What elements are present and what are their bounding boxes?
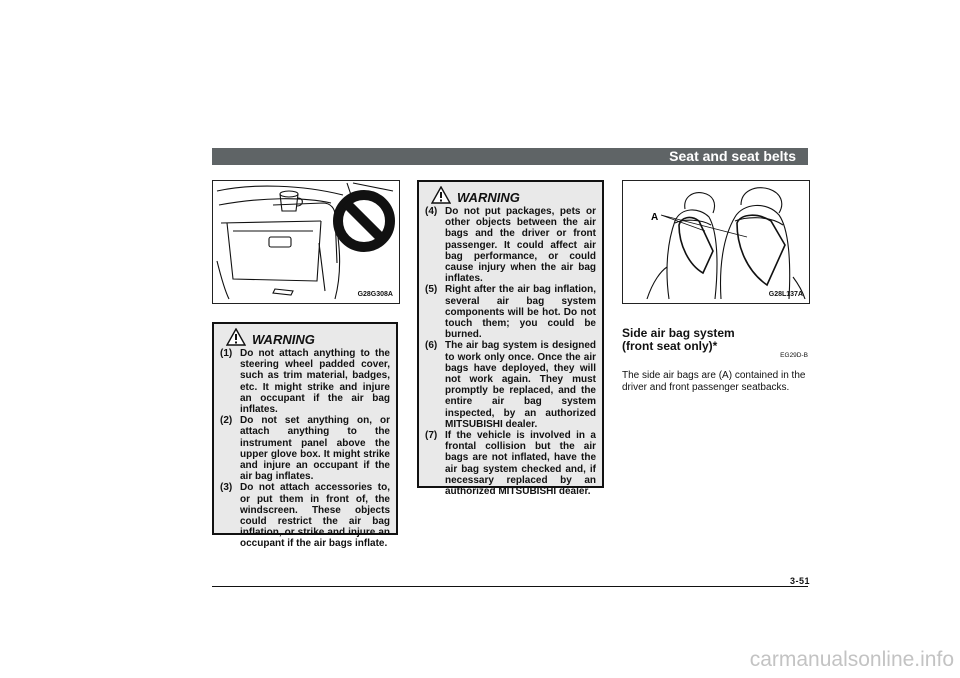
warning-item-number: (1) xyxy=(220,348,233,359)
heading-line: Side air bag system xyxy=(622,326,735,340)
warning-item xyxy=(425,430,596,497)
warning-item xyxy=(425,284,596,340)
warning-title: WARNING xyxy=(457,190,520,205)
warning-item xyxy=(425,340,596,430)
side-airbag-left-icon xyxy=(679,218,713,273)
reference-code: EG29D-B xyxy=(780,352,808,359)
side-airbag-right-icon xyxy=(737,215,785,285)
heading-line: (front seat only)* xyxy=(622,339,718,353)
prohibition-sign-icon xyxy=(338,195,390,247)
warning-item-number: (4) xyxy=(425,206,438,217)
section-heading xyxy=(622,327,735,353)
warning-item-text: Do not put packages, pets or other objects between the air bags and the driver or front passenger. It could affect air bag performance, or could cause injury when the air bag inflates. xyxy=(445,206,596,285)
warning-item-text: Do not attach anything to the steering wheel padded cover, such as trim material, badges, etc. It might strike and injure an occupant if the air bag inflates. xyxy=(240,348,390,416)
warning-triangle-icon xyxy=(226,328,246,346)
warning-item-number: (5) xyxy=(425,284,438,296)
footer-rule xyxy=(212,586,808,587)
seats-illustration xyxy=(623,181,809,303)
warning-box-middle xyxy=(417,180,604,498)
figure-id-seats: G28L137A xyxy=(768,291,803,298)
warning-header-middle xyxy=(431,186,596,204)
warning-item-text: If the vehicle is involved in a frontal collision but the air bags are not inflated, have the air bag system checked and, if necessary replaced by an authorized MITSUBISHI dealer. xyxy=(445,430,596,498)
warning-title: WARNING xyxy=(252,332,315,347)
warning-item-text: Do not attach accessories to, or put them in front of, the windscreen. These objects could restrict the air bag inflation, or strike and injure an occupant if the air bags inflate. xyxy=(240,482,390,550)
warning-item xyxy=(425,206,596,284)
warning-item-number: (2) xyxy=(220,415,233,427)
glovebox-illustration xyxy=(213,181,399,303)
warning-item xyxy=(220,348,390,415)
page-number: 3-51 xyxy=(789,576,810,586)
figure-id-glovebox: G28G308A xyxy=(357,291,393,298)
warning-box-left xyxy=(212,322,398,550)
warning-item-text: Right after the air bag inflation, several air bag system components will be hot. Do not touch them; you could be burned. xyxy=(445,284,596,341)
warning-item xyxy=(220,415,390,482)
warning-item-text: The air bag system is designed to work only once. Once the air bags have deployed, they will not work again. They must promptly be replaced, and the entire air bag system inspected, by an authorized MITSUBISHI dealer. xyxy=(445,340,596,430)
warning-item xyxy=(220,482,390,549)
figure-seats xyxy=(622,180,810,304)
warning-triangle-icon xyxy=(431,186,451,204)
warning-header-left xyxy=(226,328,390,346)
warning-item-number: (7) xyxy=(425,430,438,442)
callout-label-a: A xyxy=(651,212,659,223)
figure-glovebox xyxy=(212,180,400,304)
warning-item-text: Do not set anything on, or attach anything to the instrument panel above the upper glove box. It might strike and injure an occupant if the air bag inflates. xyxy=(240,415,390,483)
body-paragraph: The side air bags are (A) contained in the driver and front passenger seatbacks. xyxy=(622,370,806,393)
warning-item-number: (6) xyxy=(425,340,438,352)
section-title: Seat and seat belts xyxy=(669,148,796,164)
watermark: carmanualsonline.info xyxy=(749,648,954,671)
section-header-bar xyxy=(212,148,808,165)
warning-item-number: (3) xyxy=(220,482,233,494)
